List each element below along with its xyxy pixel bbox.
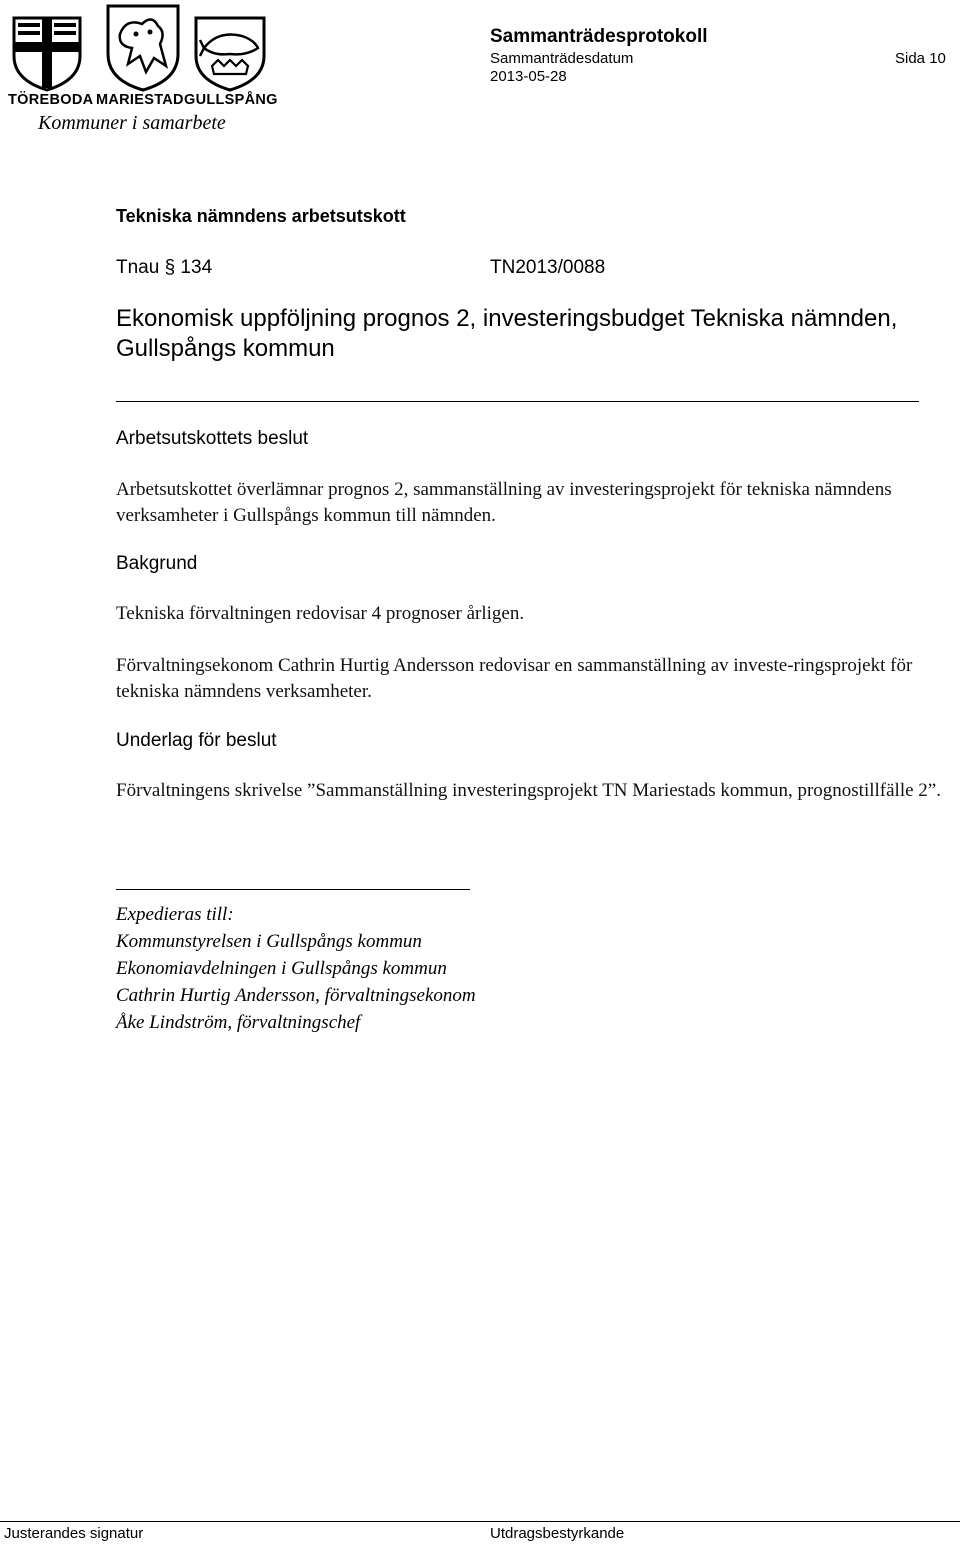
section-reference: Tnau § 134 bbox=[116, 257, 213, 278]
logo-tagline: Kommuner i samarbete bbox=[38, 112, 226, 134]
basis-heading: Underlag för beslut bbox=[116, 730, 277, 751]
decision-heading: Arbetsutskottets beslut bbox=[116, 428, 309, 449]
adjuster-signature-label: Justerandes signatur bbox=[4, 1525, 144, 1542]
municipality-name-mariestad: MARIESTAD bbox=[96, 92, 184, 108]
toreboda-coat-of-arms-icon bbox=[14, 18, 80, 90]
distribution-recipient: Ekonomiavdelningen i Gullspångs kommun bbox=[116, 958, 447, 979]
distribution-recipient: Kommunstyrelsen i Gullspångs kommun bbox=[116, 931, 422, 952]
meeting-date: 2013-05-28 bbox=[490, 68, 567, 85]
background-heading: Bakgrund bbox=[116, 553, 198, 574]
distribution-list bbox=[116, 901, 476, 1036]
coat-of-arms-group bbox=[8, 4, 270, 92]
background-text-2: Förvaltningsekonom Cathrin Hurtig Andersson redovisar en sammanställning av investe-ringsprojekt för tekniska nämndens verksamheter. bbox=[116, 655, 913, 702]
meeting-date-label: Sammanträdesdatum bbox=[490, 50, 634, 67]
page-number: Sida 10 bbox=[895, 50, 946, 67]
basis-text: Förvaltningens skrivelse ”Sammanställning investeringsprojekt TN Mariestads kommun, prognostillfälle 2”. bbox=[116, 780, 941, 801]
page-title: Ekonomisk uppföljning prognos 2, investeringsbudget Tekniska nämnden, Gullspångs kommun bbox=[116, 305, 898, 362]
footer-divider bbox=[0, 1521, 960, 1522]
mariestad-coat-of-arms-icon bbox=[108, 6, 178, 90]
decision-text: Arbetsutskottet överlämnar prognos 2, sammanställning av investeringsprojekt för tekniska nämndens verksamheter i Gullspångs kommun till nämnden. bbox=[116, 479, 892, 526]
distribution-label: Expedieras till: bbox=[116, 904, 234, 925]
background-text-1: Tekniska förvaltningen redovisar 4 prognoser årligen. bbox=[116, 603, 525, 624]
extract-certification-label: Utdragsbestyrkande bbox=[490, 1525, 625, 1542]
document-type: Sammanträdesprotokoll bbox=[490, 26, 708, 47]
municipality-name-gullspang: GULLSPÅNG bbox=[184, 92, 278, 108]
gullspang-coat-of-arms-icon bbox=[196, 18, 264, 90]
distribution-recipient: Cathrin Hurtig Andersson, förvaltningsekonom bbox=[116, 985, 476, 1006]
distribution-recipient: Åke Lindström, förvaltningschef bbox=[116, 1012, 361, 1033]
municipality-name-toreboda: TÖREBODA bbox=[8, 92, 94, 108]
distribution-divider bbox=[116, 889, 470, 890]
committee-name: Tekniska nämndens arbetsutskott bbox=[116, 206, 406, 226]
municipal-logo bbox=[8, 4, 278, 134]
title-divider bbox=[116, 401, 919, 402]
case-number: TN2013/0088 bbox=[490, 257, 606, 278]
